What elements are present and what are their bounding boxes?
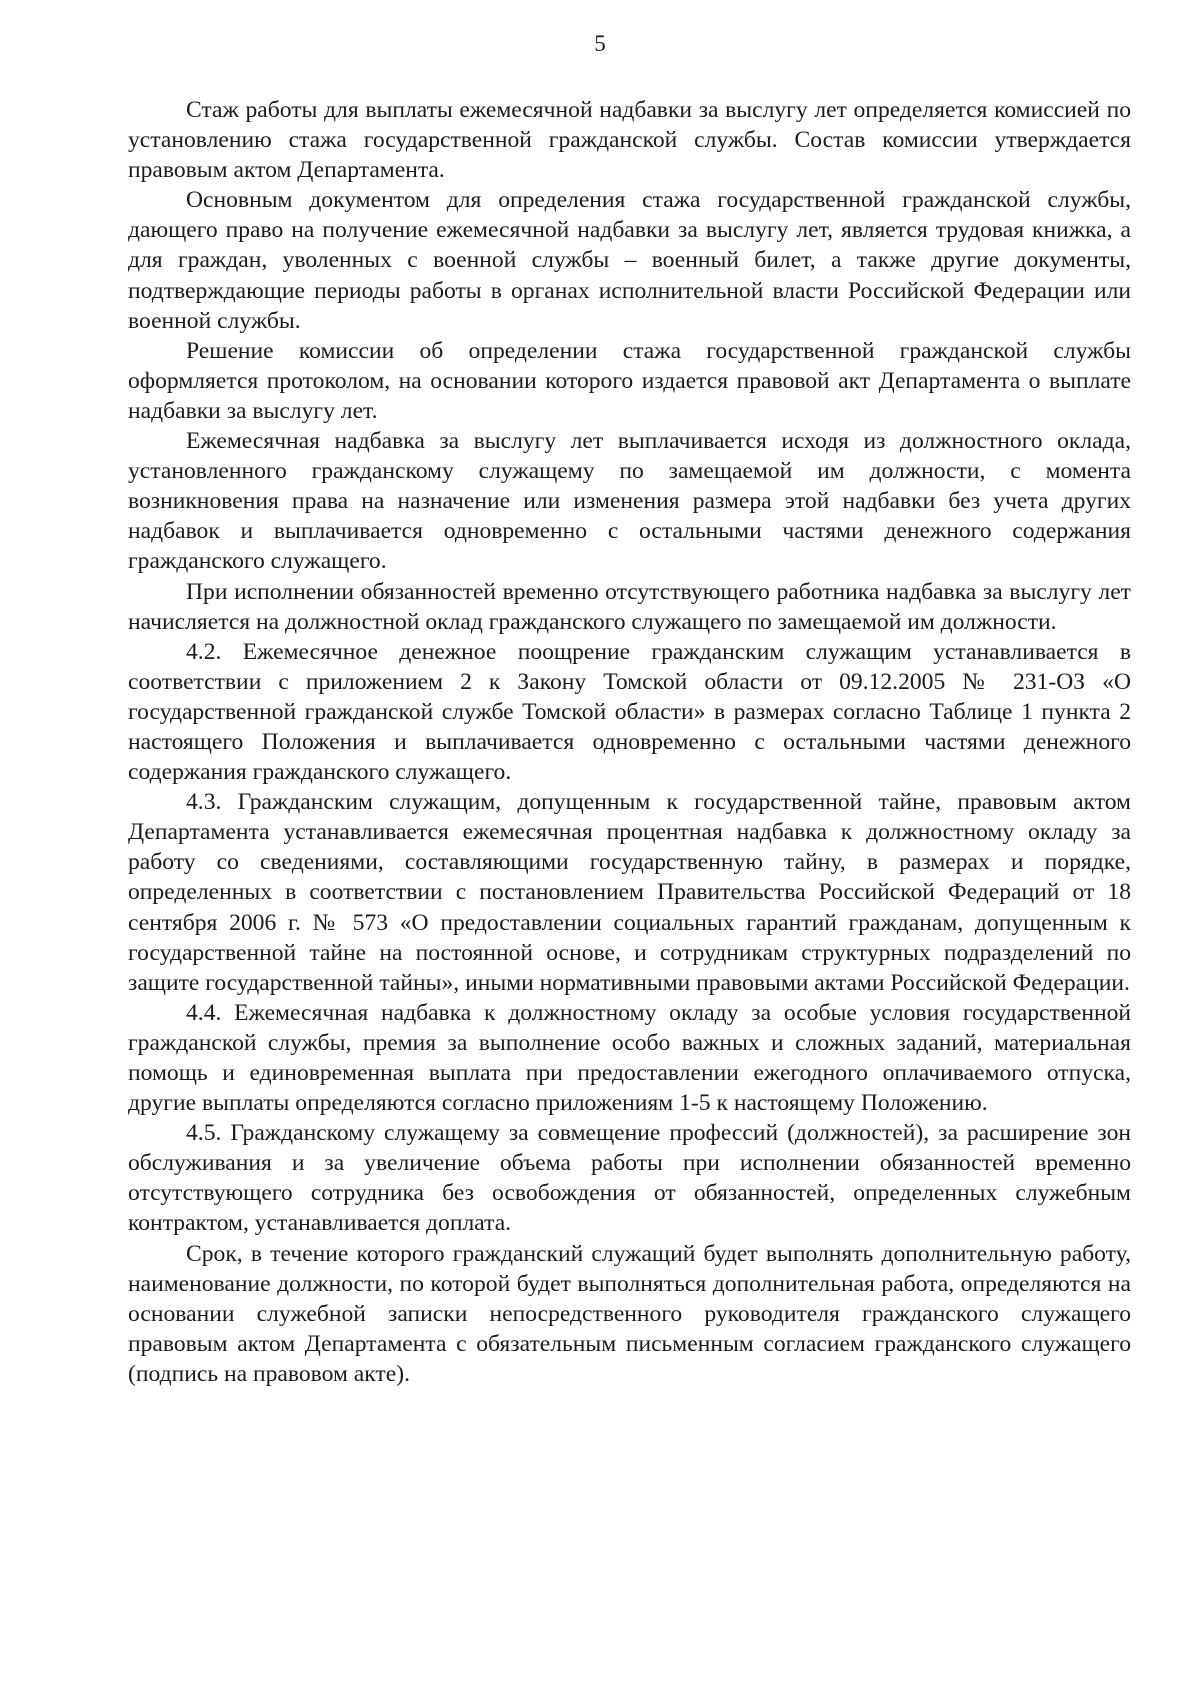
- paragraph-main-document: Основным документом для определения стажа государственной гражданской службы, дающего право на получение ежемесячной надбавки за выслугу лет, является трудовая книжка, а для граждан, уволенных с военной службы – военный билет, а также другие документы, подтверждающие периоды работы в органах исполнительной власти Российской Федерации или военной службы.: [128, 187, 1131, 334]
- paragraph-4-4: 4.4. Ежемесячная надбавка к должностному окладу за особые условия государственной гражданской службы, премия за выполнение особо важных и сложных заданий, материальная помощь и единовременная выплата при предоставлении ежегодного оплачиваемого отпуска, другие выплаты определяются согласно приложениям 1-5 к настоящему Положению.: [128, 999, 1131, 1117]
- document-body: [128, 95, 1131, 1389]
- paragraph-service-length-commission: Стаж работы для выплаты ежемесячной надбавки за выслугу лет определяется комиссией по установлению стажа государственной гражданской службы. Состав комиссии утверждается правовым актом Департамента.: [128, 97, 1131, 184]
- paragraph-4-2: 4.2. Ежемесячное денежное поощрение гражданским служащим устанавливается в соответствии с приложением 2 к Закону Томской области от 09.12.2005 № 231-ОЗ «О государственной гражданской службе Томской области» в размерах согласно Таблице 1 пункта 2 настоящего Положения и выплачивается одновременно с остальными частями денежного содержания гражданского служащего.: [128, 638, 1131, 786]
- paragraph-commission-decision: Решение комиссии об определении стажа государственной гражданской службы оформляется протоколом, на основании которого издается правовой акт Департамента о выплате надбавки за выслугу лет.: [128, 337, 1131, 424]
- paragraph-term: Срок, в течение которого гражданский служащий будет выполнять дополнительную работу, наименование должности, по которой будет выполняться дополнительная работа, определяются на основании служебной записки непосредственного руководителя гражданского служащего правовым актом Департамента с обязательным письменным согласием гражданского служащего (подпись на правовом акте).: [128, 1240, 1131, 1387]
- page-number: 5: [594, 31, 606, 56]
- paragraph-4-5: 4.5. Гражданскому служащему за совмещение профессий (должностей), за расширение зон обслуживания и за увеличение объема работы при исполнении обязанностей временно отсутствующего сотрудника без освобождения от обязанностей, определенных служебным контрактом, устанавливается доплата.: [128, 1120, 1131, 1237]
- paragraph-temporary-duties: При исполнении обязанностей временно отсутствующего работника надбавка за выслугу лет начисляется на должностной оклад гражданского служащего по замещаемой им должности.: [128, 578, 1131, 635]
- paragraph-4-3: 4.3. Гражданским служащим, допущенным к государственной тайне, правовым актом Департамента устанавливается ежемесячная процентная надбавка к должностному окладу за работу со сведениями, составляющими государственную тайну, в размерах и порядке, определенных в соответствии с постановлением Правительства Российской Федераций от 18 сентября 2006 г. № 573 «О предоставлении социальных гарантий гражданам, допущенным к государственной тайне на постоянной основе, и сотрудникам структурных подразделений по защите государственной тайны», иными нормативными правовыми актами Российской Федерации.: [128, 789, 1131, 996]
- paragraph-monthly-allowance: Ежемесячная надбавка за выслугу лет выплачивается исходя из должностного оклада, установленного гражданскому служащему по замещаемой им должности, с момента возникновения права на назначение или изменения размера этой надбавки без учета других надбавок и выплачивается одновременно с остальными частями денежного содержания гражданского служащего.: [128, 428, 1131, 575]
